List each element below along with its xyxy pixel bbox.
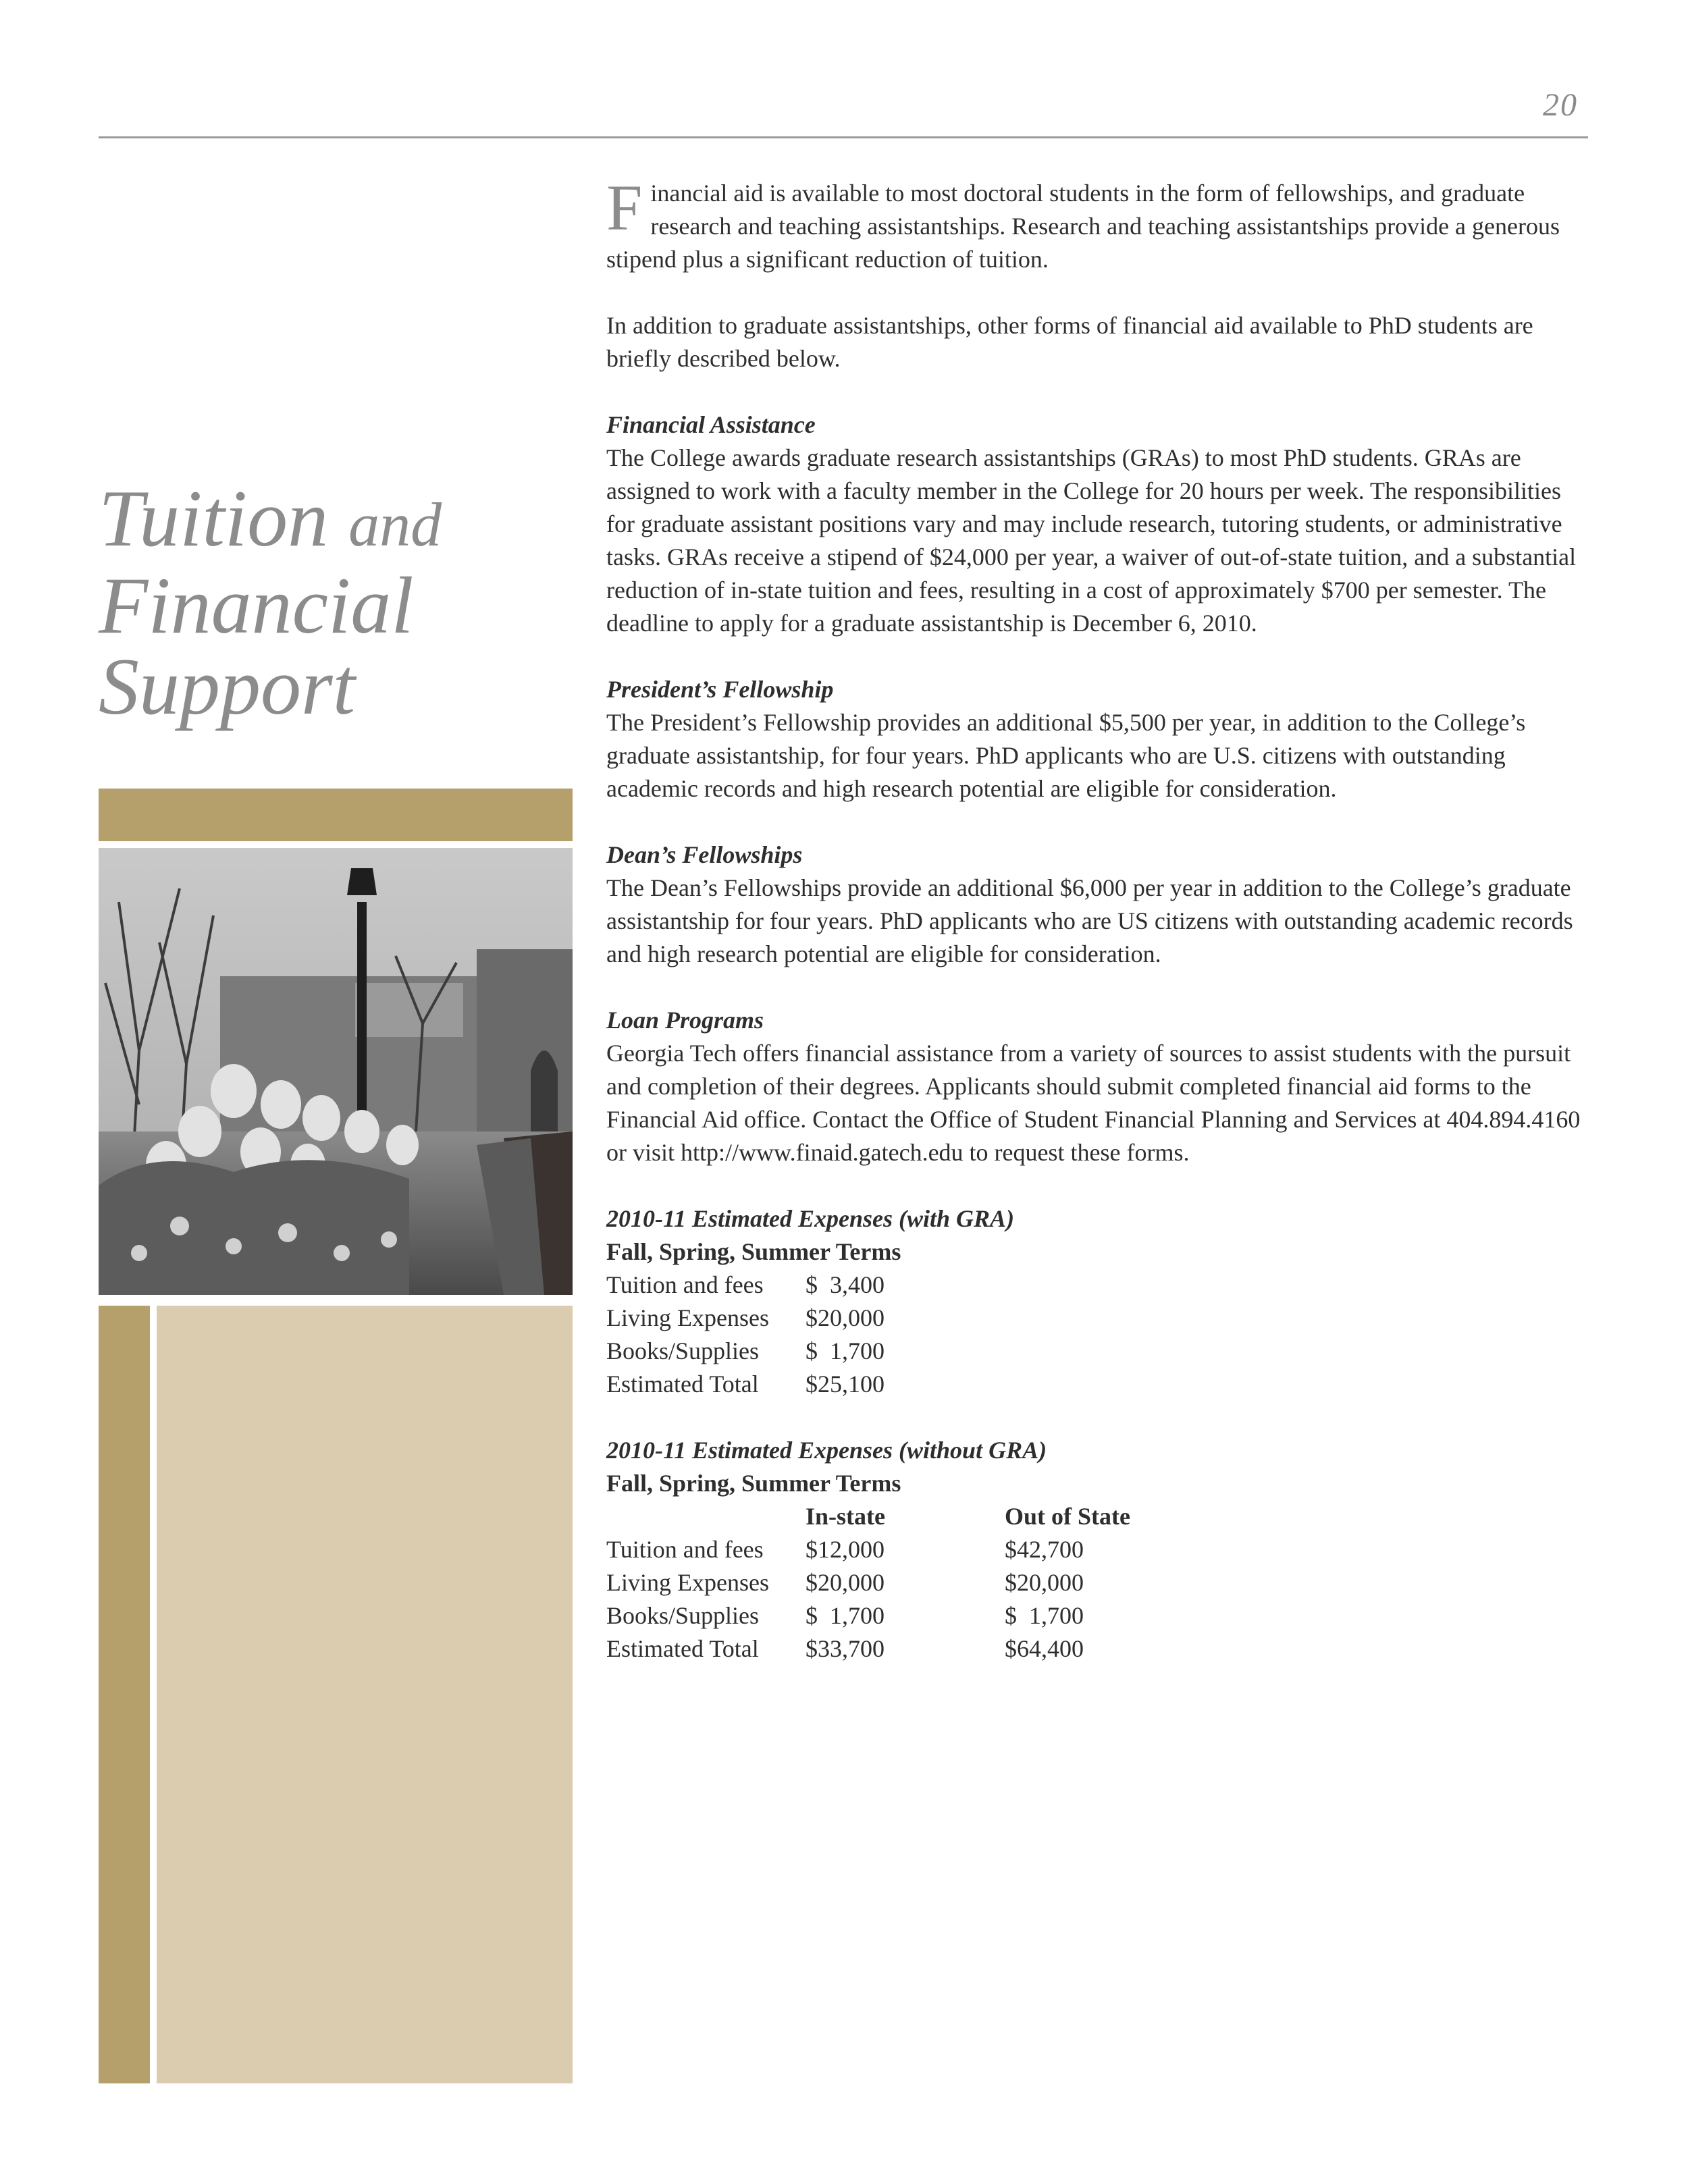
row-label: Estimated Total (606, 1635, 759, 1662)
section-deans-fellowships (606, 838, 1592, 971)
row-label: Living Expenses (606, 1569, 769, 1596)
intro-paragraph-1-text: inancial aid is available to most doctoral students in the form of fellowships, and graduate research and teaching assistantships. Research and teaching assistantships provide a generous stipend plus a significant reduction of tuition. (606, 180, 1560, 273)
title-tuition: Tuition (99, 473, 329, 563)
intro-paragraph-2: In addition to graduate assistantships, other forms of financial aid available to PhD students are briefly described below. (606, 312, 1533, 372)
row-instate: $20,000 (806, 1569, 885, 1596)
header-spacer (606, 1500, 806, 1533)
table-row (606, 1632, 1130, 1666)
section-heading: Dean’s Fellowships (606, 841, 803, 868)
header-rule (99, 136, 1588, 138)
row-label: Tuition and fees (606, 1271, 764, 1298)
table-row (606, 1368, 885, 1401)
expenses-table (606, 1500, 1130, 1666)
title-support: Support (99, 641, 356, 731)
row-value: $20,000 (806, 1304, 885, 1331)
row-outstate: $ 1,700 (1005, 1602, 1084, 1629)
section-title (99, 473, 531, 731)
row-outstate: $64,400 (1005, 1635, 1084, 1662)
expenses-with-gra (606, 1202, 1592, 1401)
section-financial-assistance (606, 408, 1592, 640)
table-row (606, 1269, 885, 1302)
col-header-instate: In-state (806, 1503, 885, 1530)
row-value: $ 3,400 (806, 1271, 885, 1298)
gold-bar (99, 1306, 150, 2083)
section-body: The President’s Fellowship provides an additional $5,500 per year, in addition to the College’s graduate assistantship, for four years. PhD applicants who are U.S. citizens with outstanding academic records and high research potential are eligible for consideration. (606, 709, 1526, 802)
gold-band (99, 789, 573, 841)
row-label: Tuition and fees (606, 1536, 764, 1563)
row-instate: $12,000 (806, 1536, 885, 1563)
section-loan-programs (606, 1004, 1592, 1169)
section-heading: Financial Assistance (606, 411, 816, 438)
table-row (606, 1533, 1130, 1566)
table-row (606, 1566, 1130, 1599)
drop-cap: F (606, 171, 643, 244)
section-heading: Loan Programs (606, 1007, 764, 1034)
main-content (606, 171, 1592, 1666)
row-label: Estimated Total (606, 1370, 759, 1397)
expenses-subheading: Fall, Spring, Summer Terms (606, 1470, 901, 1497)
section-body: The College awards graduate research assistantships (GRAs) to most PhD students. GRAs are assigned to work with a faculty member in the College for 20 hours per week. The responsibilities for graduate assistant positions vary and may include research, tutoring students, or administrative tasks. GRAs receive a stipend of $24,000 per year, a waiver of out-of-state tuition, and a substantial reduction of in-state tuition and fees, resulting in a cost of approximately $700 per semester. The deadline to apply for a graduate assistantship is December 6, 2010. (606, 444, 1577, 637)
expenses-without-gra (606, 1434, 1592, 1666)
section-body: Georgia Tech offers financial assistance from a variety of sources to assist students with the pursuit and completion of their degrees. Applicants should submit completed financial aid forms to the Financial Aid office. Contact the Office of Student Financial Planning and Services at 404.894.4160 or visit http://www.finaid.gatech.edu to request these forms. (606, 1040, 1581, 1166)
table-row (606, 1599, 1130, 1632)
section-body: The Dean’s Fellowships provide an additional $6,000 per year in addition to the College’s graduate assistantship for four years. PhD applicants who are US citizens with outstanding academic records and high research potential are eligible for consideration. (606, 874, 1573, 967)
col-header-outstate: Out of State (1005, 1503, 1130, 1530)
beige-panel (157, 1306, 573, 2083)
page-number: 20 (1543, 87, 1578, 123)
expenses-heading: 2010-11 Estimated Expenses (with GRA) (606, 1205, 1015, 1232)
row-value: $ 1,700 (806, 1337, 885, 1364)
campus-photo (99, 848, 573, 1295)
expenses-table (606, 1269, 885, 1401)
section-heading: President’s Fellowship (606, 676, 834, 703)
row-label: Books/Supplies (606, 1337, 760, 1364)
row-outstate: $20,000 (1005, 1569, 1084, 1596)
table-row (606, 1302, 885, 1335)
intro-paragraph-1 (606, 171, 1592, 276)
row-label: Living Expenses (606, 1304, 769, 1331)
title-financial: Financial (99, 560, 414, 650)
row-label: Books/Supplies (606, 1602, 760, 1629)
expenses-subheading: Fall, Spring, Summer Terms (606, 1238, 901, 1265)
row-instate: $ 1,700 (806, 1602, 885, 1629)
row-instate: $33,700 (806, 1635, 885, 1662)
table-row (606, 1335, 885, 1368)
row-outstate: $42,700 (1005, 1536, 1084, 1563)
table-header-row (606, 1500, 1130, 1533)
expenses-heading: 2010-11 Estimated Expenses (without GRA) (606, 1437, 1047, 1464)
campus-photo-image (99, 848, 573, 1295)
row-value: $25,100 (806, 1370, 885, 1397)
section-presidents-fellowship (606, 673, 1592, 805)
title-and: and (348, 490, 442, 559)
